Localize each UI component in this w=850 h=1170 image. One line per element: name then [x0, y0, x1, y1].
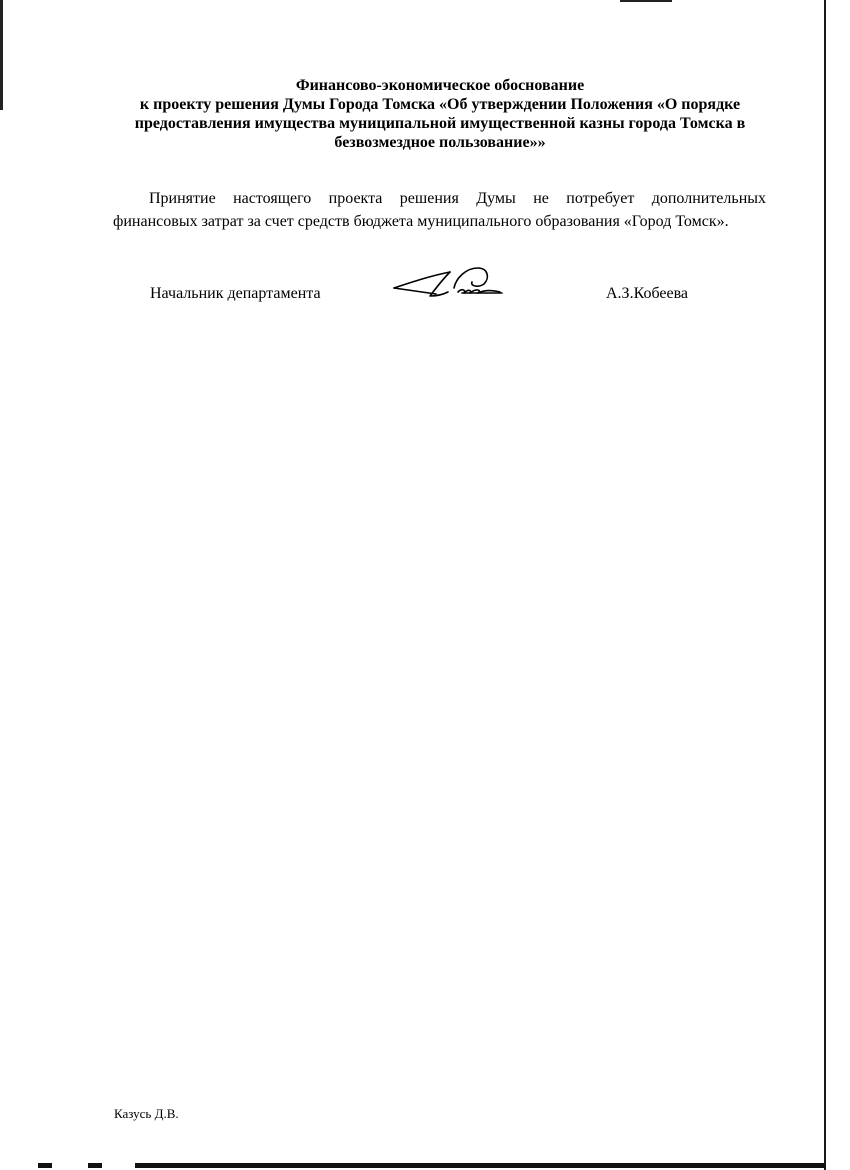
document-author: Казусь Д.В. — [114, 1106, 179, 1121]
body-paragraph — [113, 187, 766, 233]
scan-edge-bottom-mark — [88, 1163, 102, 1168]
signer-name: А.З.Кобеева — [606, 285, 689, 302]
scan-edge-top — [620, 0, 672, 2]
scan-edge-right — [824, 0, 826, 1170]
title-line: безвозмездное пользование»» — [334, 134, 546, 151]
handwritten-signature — [392, 262, 504, 304]
scan-edge-left — [0, 0, 3, 110]
body-line: финансовых затрат за счет средств бюджета муниципального образования «Город Томск». — [113, 213, 729, 230]
title-line: Финансово-экономическое обоснование — [295, 77, 585, 94]
scan-edge-bottom — [135, 1163, 825, 1168]
title-line: к проекту решения Думы Города Томска «Об утверждении Положения «О порядке — [139, 96, 741, 113]
title-line: предоставления имущества муниципальной имущественной казны города Томска в — [134, 115, 746, 132]
signer-role: Начальник департамента — [150, 285, 321, 302]
scan-edge-bottom-mark — [38, 1163, 52, 1168]
document-title — [100, 76, 780, 152]
body-line: Принятие настоящего проекта решения Думы не потребует дополнительных — [149, 190, 766, 207]
